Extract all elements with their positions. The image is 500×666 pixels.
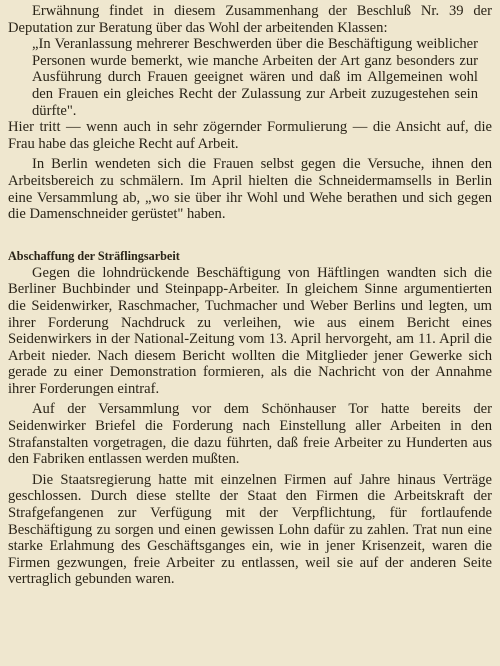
resolution-quote: „In Veranlassung mehrerer Beschwerden über die Beschäftigung weiblicher Personen wurde bemerkt, wie manche Arbeiten der Art ganz besonders zur Ausführung durch Frauen geeignet wären und daß im Allgemeinen wohl den Frauen ein gleiches Recht der Zulassung zur Arbeit zuzugestehen sein dürfte". [32, 36, 478, 119]
paragraph-state-contracts: Die Staatsregierung hatte mit einzelnen Firmen auf Jahre hinaus Verträge geschlossen. Durch diese stellte der Staat den Firmen die Arbeitskraft der Strafgefangenen zur Verfügung mit der Verpflichtung, für fortlaufende Beschäftigung zu sorgen und einen gewissen Lohn dafür zu zahlen. Trat nun eine starke Erlahmung des Geschäftsganges ein, wie in jener Krisenzeit, waren die Firmen gezwungen, freie Arbeiter zu entlassen, weil sie auf der anderen Seite vertraglich gebunden waren. [8, 471, 492, 588]
paragraph-equal-right: Hier tritt — wenn auch in sehr zögernder Formulierung — die Ansicht auf, die Frau habe das gleiche Recht auf Arbeit. [8, 119, 492, 152]
section-heading: Abschaffung der Sträflingsarbeit [8, 248, 180, 263]
paragraph-deputation-resolution: Erwähnung findet in diesem Zusammenhang der Beschluß Nr. 39 der Deputation zur Beratung über das Wohl der arbeitenden Klassen: [8, 3, 492, 36]
paragraph-schoenhauser-tor: Auf der Versammlung vor dem Schönhauser Tor hatte bereits der Seidenwirker Briefel die Forderung nach Einstellung aller Arbeiten in den Strafanstalten vorgetragen, die dazu führten, daß freie Arbeiter zu Hunderten aus den Fabriken entlassen werden mußten. [8, 401, 492, 468]
paragraph-berlin-women: In Berlin wendeten sich die Frauen selbst gegen die Versuche, ihnen den Arbeitsbereich zu schmälern. Im April hielten die Schneidermamsells in Berlin eine Versammlung ab, „wo sie über ihr Wohl und Wehe berathen und sich gegen die Damenschneider gerüstet" haben. [8, 156, 492, 223]
paragraph-prison-labor-protest: Gegen die lohndrückende Beschäftigung von Häftlingen wandten sich die Berliner Buchbinder und Steinpapp-Arbeiter. In gleichem Sinne argumentierten die Seidenwirker, Raschmacher, Tuchmacher und Weber Berlins und legten, um ihrer Forderung Nachdruck zu verleihen, wie aus einem Bericht eines Seidenwirkers in der National-Zeitung vom 13. April hervorgeht, am 11. April die Arbeit nieder. Nach diesem Bericht wollten die Mitglieder jener Gewerke sich gerade zu einer Demonstration formieren, als die Nachricht von der Annahme ihrer Forderungen eintraf. [8, 264, 492, 397]
